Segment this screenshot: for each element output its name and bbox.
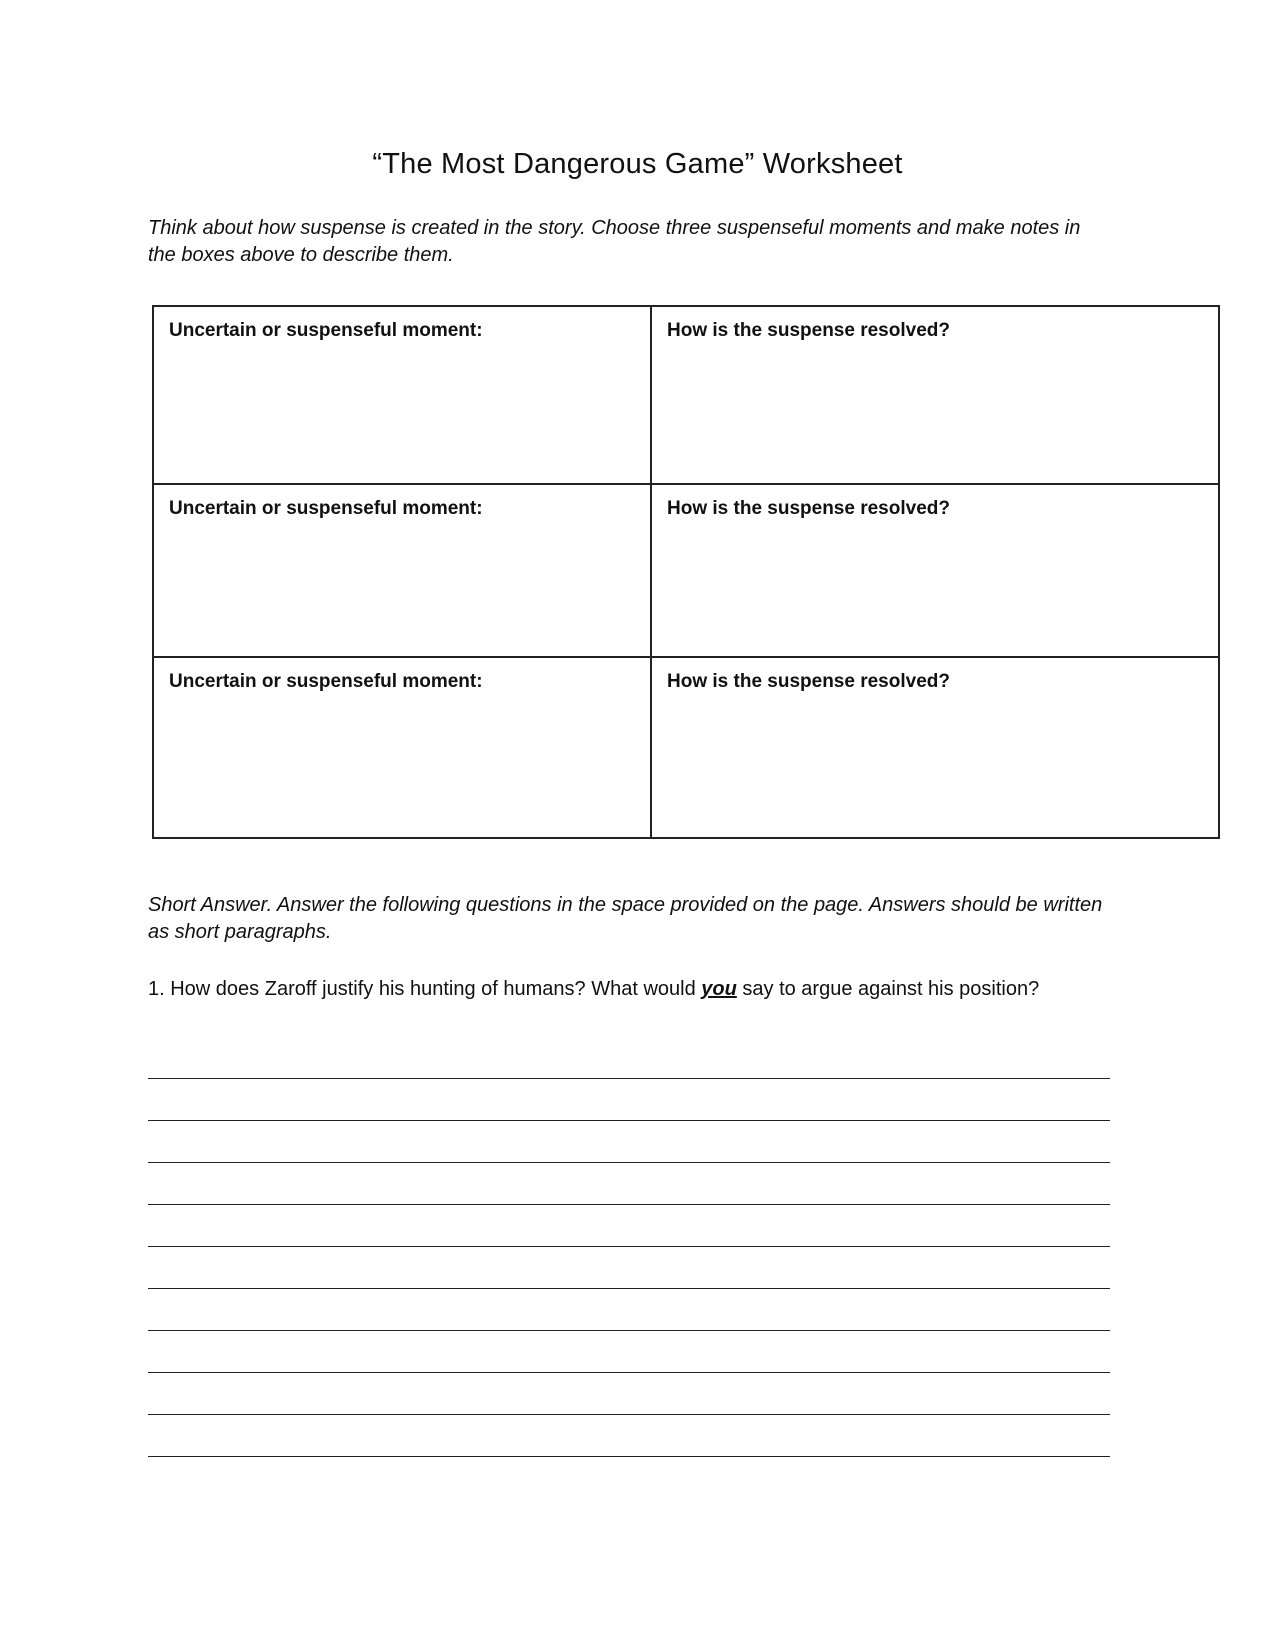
table-row: [153, 657, 1219, 838]
page-title: “The Most Dangerous Game” Worksheet: [372, 148, 903, 180]
answer-line[interactable]: [148, 1037, 1110, 1079]
moment-cell[interactable]: Uncertain or suspenseful moment:: [153, 484, 651, 657]
question-1: [148, 976, 1148, 1003]
moment-cell[interactable]: Uncertain or suspenseful moment:: [153, 306, 651, 484]
resolved-cell[interactable]: How is the suspense resolved?: [651, 657, 1219, 838]
table-row: [153, 306, 1219, 484]
short-answer-instructions: Short Answer. Answer the following questions in the space provided on the page. Answers should be written as short paragraphs.: [148, 894, 1103, 943]
answer-line[interactable]: [148, 1415, 1110, 1457]
answer-lines: [148, 1037, 1110, 1457]
resolved-cell[interactable]: How is the suspense resolved?: [651, 306, 1219, 484]
answer-line[interactable]: [148, 1289, 1110, 1331]
suspense-table: [152, 305, 1220, 839]
answer-line[interactable]: [148, 1163, 1110, 1205]
answer-line[interactable]: [148, 1079, 1110, 1121]
resolved-cell[interactable]: How is the suspense resolved?: [651, 484, 1219, 657]
question-1-emphasis: you: [701, 978, 737, 1000]
answer-line[interactable]: [148, 1247, 1110, 1289]
question-1-text-end: say to argue against his position?: [736, 978, 1040, 1000]
table-row: [153, 484, 1219, 657]
answer-line[interactable]: [148, 1331, 1110, 1373]
intro-instructions: Think about how suspense is created in the story. Choose three suspenseful moments and make notes in the boxes above to describe them.: [148, 217, 1081, 266]
moment-cell[interactable]: Uncertain or suspenseful moment:: [153, 657, 651, 838]
answer-line[interactable]: [148, 1205, 1110, 1247]
question-1-text-start: 1. How does Zaroff justify his hunting of humans? What would: [148, 978, 702, 1000]
answer-line[interactable]: [148, 1373, 1110, 1415]
answer-line[interactable]: [148, 1121, 1110, 1163]
